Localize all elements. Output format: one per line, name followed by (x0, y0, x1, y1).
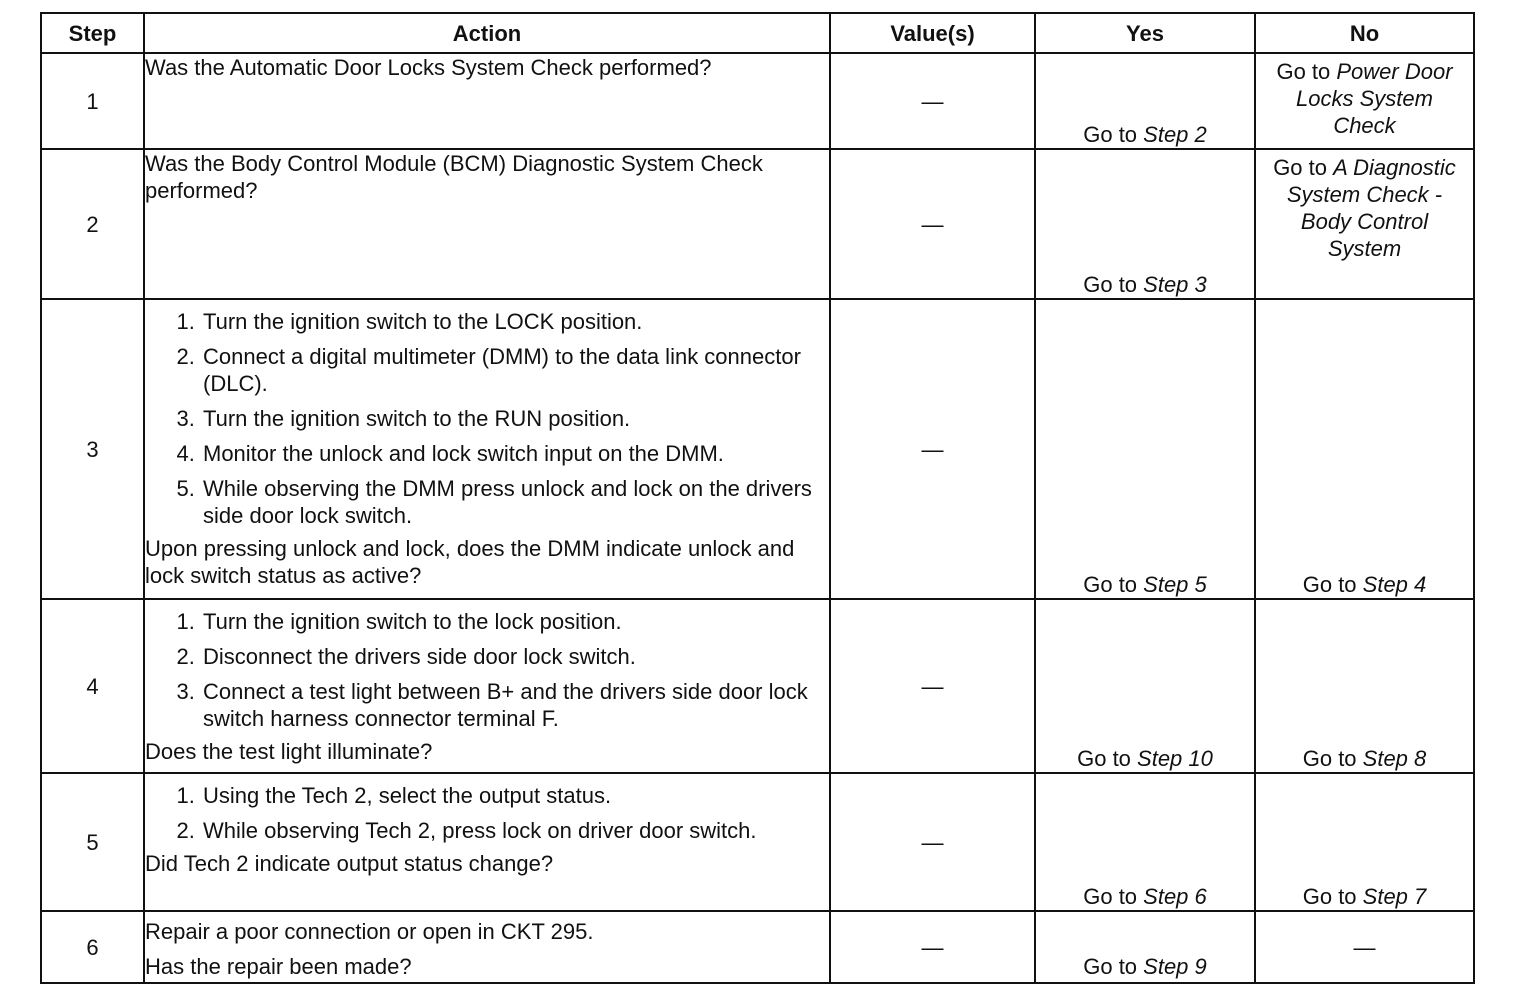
substep-list (145, 308, 829, 529)
no-prefix: Go to (1302, 746, 1363, 771)
action-cell (144, 149, 830, 299)
list-item: 4. Monitor the unlock and lock switch input on the DMM. (201, 440, 829, 467)
yes-prefix: Go to (1083, 122, 1144, 147)
list-item: 3. Connect a test light between B+ and the drivers side door lock switch harness connector terminal F. (201, 678, 829, 732)
no-cell[interactable] (1255, 773, 1474, 911)
action-question: Was the Automatic Door Locks System Check performed? (145, 55, 712, 80)
step-number: 6 (41, 911, 144, 983)
list-item: 2. Disconnect the drivers side door lock switch. (201, 643, 829, 670)
yes-cell[interactable] (1035, 53, 1255, 149)
action-cell (144, 911, 830, 983)
value-cell: — (830, 911, 1035, 983)
table-row (41, 149, 1474, 299)
yes-target-link[interactable]: Step 9 (1143, 954, 1207, 979)
no-prefix: Go to (1302, 884, 1363, 909)
table-row (41, 599, 1474, 773)
no-cell[interactable] (1255, 299, 1474, 599)
list-item: 2. While observing Tech 2, press lock on driver door switch. (201, 817, 829, 844)
no-prefix: Go to (1302, 572, 1363, 597)
yes-target-link[interactable]: Step 6 (1143, 884, 1207, 909)
value-cell: — (830, 299, 1035, 599)
step-number: 3 (41, 299, 144, 599)
action-question: Did Tech 2 indicate output status change? (145, 851, 554, 876)
list-item: 1. Turn the ignition switch to the LOCK position. (201, 308, 829, 335)
no-target-link[interactable]: Step 8 (1362, 746, 1427, 771)
table-row (41, 773, 1474, 911)
action-question: Does the test light illuminate? (145, 739, 433, 764)
yes-prefix: Go to (1077, 746, 1138, 771)
step-number: 4 (41, 599, 144, 773)
list-item: 5. While observing the DMM press unlock and lock on the drivers side door lock switch. (201, 475, 829, 529)
action-cell (144, 299, 830, 599)
yes-cell[interactable] (1035, 773, 1255, 911)
no-target-link[interactable]: A Diagnostic System Check - Body Control System (1286, 155, 1456, 261)
yes-prefix: Go to (1083, 272, 1144, 297)
action-cell (144, 53, 830, 149)
yes-target-link[interactable]: Step 10 (1137, 746, 1213, 771)
step-number: 5 (41, 773, 144, 911)
yes-target-link[interactable]: Step 5 (1143, 572, 1207, 597)
header-no: No (1255, 13, 1474, 53)
action-instruction: Repair a poor connection or open in CKT 295. (145, 919, 594, 944)
no-target-link[interactable]: Step 7 (1362, 884, 1427, 909)
yes-cell[interactable] (1035, 299, 1255, 599)
yes-prefix: Go to (1083, 954, 1144, 979)
list-item: 2. Connect a digital multimeter (DMM) to the data link connector (DLC). (201, 343, 829, 397)
yes-prefix: Go to (1083, 884, 1144, 909)
yes-cell[interactable] (1035, 149, 1255, 299)
header-step: Step (41, 13, 144, 53)
yes-target-link[interactable]: Step 2 (1143, 122, 1207, 147)
substep-list (145, 782, 829, 844)
value-cell: — (830, 53, 1035, 149)
table-row (41, 299, 1474, 599)
header-row (41, 13, 1474, 53)
no-target-link[interactable]: Power Door Locks System Check (1296, 59, 1453, 138)
no-cell: — (1255, 911, 1474, 983)
no-cell[interactable] (1255, 149, 1474, 299)
no-cell[interactable] (1255, 599, 1474, 773)
value-cell: — (830, 773, 1035, 911)
table-row (41, 53, 1474, 149)
table-row (41, 911, 1474, 983)
yes-cell[interactable] (1035, 911, 1255, 983)
diagnostic-table (40, 12, 1475, 984)
yes-target-link[interactable]: Step 3 (1143, 272, 1207, 297)
yes-prefix: Go to (1083, 572, 1144, 597)
header-yes: Yes (1035, 13, 1255, 53)
no-target-link[interactable]: Step 4 (1362, 572, 1427, 597)
value-cell: — (830, 149, 1035, 299)
step-number: 2 (41, 149, 144, 299)
list-item: 1. Using the Tech 2, select the output status. (201, 782, 829, 809)
no-prefix: Go to (1276, 59, 1337, 84)
action-question: Has the repair been made? (145, 954, 412, 979)
action-cell (144, 773, 830, 911)
header-action: Action (144, 13, 830, 53)
action-question: Upon pressing unlock and lock, does the DMM indicate unlock and lock switch status as active? (145, 536, 795, 588)
yes-cell[interactable] (1035, 599, 1255, 773)
action-cell (144, 599, 830, 773)
action-question: Was the Body Control Module (BCM) Diagnostic System Check performed? (145, 151, 763, 203)
list-item: 3. Turn the ignition switch to the RUN position. (201, 405, 829, 432)
value-cell: — (830, 599, 1035, 773)
step-number: 1 (41, 53, 144, 149)
header-values: Value(s) (830, 13, 1035, 53)
list-item: 1. Turn the ignition switch to the lock position. (201, 608, 829, 635)
substep-list (145, 608, 829, 732)
no-cell[interactable] (1255, 53, 1474, 149)
no-prefix: Go to (1273, 155, 1334, 180)
